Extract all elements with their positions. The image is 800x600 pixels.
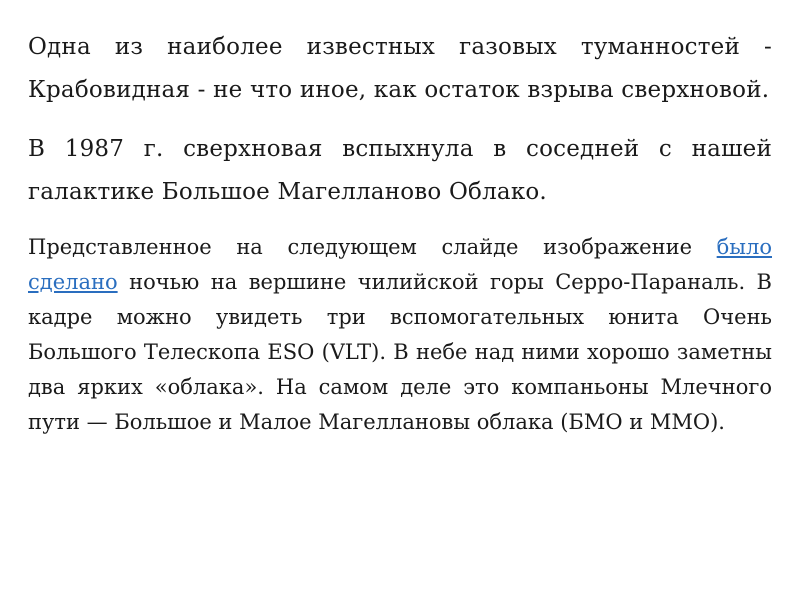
paragraph-text-before-link: Представленное на следующем слайде изображение	[28, 235, 717, 259]
paragraph-paranal-image	[28, 230, 772, 440]
paragraph-text-after-link: ночью на вершине чилийской горы Серро-Параналь. В кадре можно увидеть три вспомогательных юнита Очень Большого Телескопа ESO (VLT). В небе над ними хорошо заметны два ярких «облака». На самом деле это компаньоны Млечного пути — Большое и Малое Магеллановы облака (БМО и ММО).	[28, 270, 772, 434]
paragraph-supernova-1987: В 1987 г. сверхновая вспыхнула в соседней с нашей галактике Большое Магелланово Облако.	[28, 136, 772, 205]
paragraph-crab-nebula: Одна из наиболее известных газовых туманностей - Крабовидная - не что иное, как остаток взрыва сверхновой.	[28, 34, 772, 103]
was-made-link[interactable]: было сделано	[28, 235, 772, 294]
